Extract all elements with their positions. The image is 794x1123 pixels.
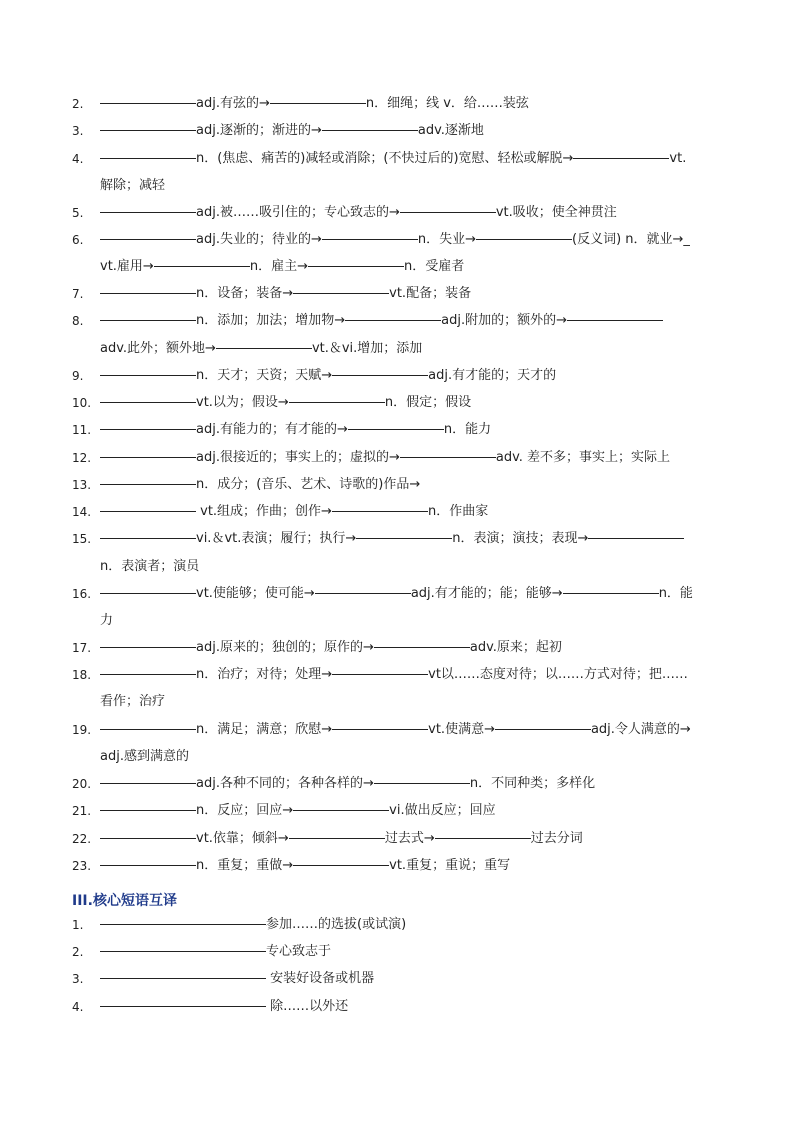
item-number: 6. <box>72 233 84 247</box>
answer-blank[interactable] <box>308 265 404 267</box>
item-number: 13. <box>72 478 92 492</box>
answer-blank[interactable] <box>100 950 266 952</box>
answer-blank[interactable] <box>216 347 312 349</box>
answer-blank[interactable] <box>100 809 196 811</box>
vocab-item <box>100 149 686 169</box>
answer-blank[interactable] <box>400 211 496 213</box>
phrase-text: 专心致志于 <box>266 944 332 959</box>
answer-blank[interactable] <box>100 374 196 376</box>
answer-blank[interactable] <box>332 728 428 730</box>
vocab-item <box>100 121 484 141</box>
answer-blank[interactable] <box>495 728 591 730</box>
answer-blank[interactable] <box>100 782 196 784</box>
item-text: n．添加；加法；增加物→ <box>196 313 346 328</box>
item-text: vt.以为；假设→ <box>196 395 289 410</box>
item-text: n．天才；天资；天赋→ <box>196 368 333 383</box>
vocab-item <box>100 801 496 821</box>
vocab-item <box>100 393 471 413</box>
item-text: adj.逐渐的；渐进的→ <box>196 123 322 138</box>
item-text: adj.有才能的；能；能够→ <box>410 586 563 601</box>
item-continuation: 看作；治疗 <box>100 694 166 709</box>
item-text: n．作曲家 <box>427 504 489 519</box>
answer-blank[interactable] <box>100 102 196 104</box>
item-text: n．不同种类；多样化 <box>469 776 596 791</box>
answer-blank[interactable] <box>315 592 411 594</box>
answer-blank[interactable] <box>322 129 418 131</box>
vocab-item <box>100 203 617 223</box>
answer-blank[interactable] <box>100 211 196 213</box>
item-number: 15. <box>72 532 92 546</box>
answer-blank[interactable] <box>100 292 196 294</box>
item-number: 9. <box>72 369 84 383</box>
item-text: vt. <box>669 151 687 166</box>
item-text: adj.很接近的；事实上的；虚拟的→ <box>196 450 400 465</box>
item-text: n．受雇者 <box>403 259 465 274</box>
vocab-item <box>100 856 510 876</box>
phrase-number: 4. <box>72 1000 84 1014</box>
item-number: 2. <box>72 97 84 111</box>
item-text: (反义词) n．就业→_ <box>572 232 690 247</box>
vocab-item <box>100 230 690 250</box>
item-number: 12. <box>72 451 92 465</box>
item-text: adj.各种不同的；各种各样的→ <box>196 776 374 791</box>
answer-blank[interactable] <box>100 923 266 925</box>
item-text: vt.使能够；使可能→ <box>196 586 315 601</box>
vocab-item <box>100 529 684 549</box>
item-text: vt.使满意→ <box>428 722 495 737</box>
item-continuation: adj.感到满意的 <box>100 749 189 764</box>
answer-blank[interactable] <box>289 401 385 403</box>
vocab-item <box>100 774 595 794</box>
answer-blank[interactable] <box>567 319 663 321</box>
vocab-item <box>100 829 583 849</box>
vocab-item <box>100 94 529 114</box>
item-text: vt.雇用→ <box>100 259 154 274</box>
vocab-item <box>100 638 562 658</box>
answer-blank[interactable] <box>293 864 389 866</box>
answer-blank[interactable] <box>332 673 428 675</box>
answer-blank[interactable] <box>100 1005 266 1007</box>
item-text: vt以……态度对待；以……方式对待；把…… <box>428 667 688 682</box>
item-text: adv. 差不多；事实上；实际上 <box>495 450 671 465</box>
item-text: adj.被……吸引住的；专心致志的→ <box>196 205 400 220</box>
answer-blank[interactable] <box>100 129 196 131</box>
item-continuation: 力 <box>100 613 114 628</box>
item-text: vi.做出反应；回应 <box>389 803 496 818</box>
item-text: n．能 <box>658 586 693 601</box>
answer-blank[interactable] <box>374 782 470 784</box>
item-number: 3. <box>72 124 84 138</box>
answer-blank[interactable] <box>322 238 418 240</box>
item-text: n．满足；满意；欣慰→ <box>196 722 333 737</box>
item-text: adv.此外；额外地→ <box>100 341 216 356</box>
item-number: 8. <box>72 314 84 328</box>
phrase-text: 安装好设备或机器 <box>266 971 375 986</box>
item-number: 7. <box>72 287 84 301</box>
item-text: adj.有能力的；有才能的→ <box>196 422 348 437</box>
item-text: vt.吸收；使全神贯注 <box>495 205 617 220</box>
item-text: n．能力 <box>443 422 492 437</box>
vocab-item <box>100 420 491 440</box>
phrase-item <box>100 969 374 989</box>
answer-blank[interactable] <box>100 319 196 321</box>
answer-blank[interactable] <box>100 537 196 539</box>
answer-blank[interactable] <box>270 102 366 104</box>
item-text: adj.有弦的→ <box>196 96 270 111</box>
phrase-number: 3. <box>72 972 84 986</box>
answer-blank[interactable] <box>293 292 389 294</box>
answer-blank[interactable] <box>289 837 385 839</box>
phrase-item <box>100 997 348 1017</box>
item-number: 4. <box>72 152 84 166</box>
item-text: n．雇主→ <box>249 259 308 274</box>
answer-blank[interactable] <box>374 646 470 648</box>
item-text: adj.令人满意的→ <box>590 722 691 737</box>
vocab-item <box>100 311 663 331</box>
answer-blank[interactable] <box>400 456 496 458</box>
item-text: adv.原来；起初 <box>469 640 562 655</box>
item-text: adv.逐渐地 <box>417 123 484 138</box>
answer-blank[interactable] <box>100 646 196 648</box>
item-text: adj.原来的；独创的；原作的→ <box>196 640 374 655</box>
vocab-item <box>100 448 670 468</box>
answer-blank[interactable] <box>332 374 428 376</box>
item-text: vt.组成；作曲；创作→ <box>196 504 332 519</box>
answer-blank[interactable] <box>100 592 196 594</box>
answer-blank[interactable] <box>100 977 266 979</box>
item-continuation <box>100 257 464 277</box>
answer-blank[interactable] <box>100 673 196 675</box>
item-text: vt.＆vi.增加；添加 <box>311 341 423 356</box>
vocab-item <box>100 665 688 685</box>
item-text: n．表演；演技；表现→ <box>452 531 589 546</box>
item-text: adj.附加的；额外的→ <box>441 313 567 328</box>
answer-blank[interactable] <box>293 809 389 811</box>
phrase-text: 参加……的选拔(或试演) <box>266 917 407 932</box>
item-text: n．反应；回应→ <box>196 803 294 818</box>
item-text: n．失业→ <box>417 232 476 247</box>
item-number: 21. <box>72 804 92 818</box>
section-heading: III.核心短语互译 <box>72 893 177 909</box>
item-number: 5. <box>72 206 84 220</box>
item-number: 10. <box>72 396 92 410</box>
answer-blank[interactable] <box>100 401 196 403</box>
item-continuation: n．表演者；演员 <box>100 559 200 574</box>
item-text: 过去式→ <box>384 831 435 846</box>
item-text: 过去分词 <box>530 831 583 846</box>
answer-blank[interactable] <box>100 428 196 430</box>
answer-blank[interactable] <box>100 510 196 512</box>
item-continuation: 解除；减轻 <box>100 178 166 193</box>
item-number: 17. <box>72 641 92 655</box>
answer-blank[interactable] <box>356 537 452 539</box>
item-number: 19. <box>72 723 92 737</box>
item-number: 22. <box>72 832 92 846</box>
answer-blank[interactable] <box>563 592 659 594</box>
item-number: 14. <box>72 505 92 519</box>
vocab-item <box>100 502 488 522</box>
item-continuation <box>100 339 422 359</box>
item-number: 20. <box>72 777 92 791</box>
answer-blank[interactable] <box>100 157 196 159</box>
item-number: 16. <box>72 587 92 601</box>
answer-blank[interactable] <box>100 728 196 730</box>
phrase-number: 1. <box>72 918 84 932</box>
answer-blank[interactable] <box>573 157 669 159</box>
item-text: n．成分；(音乐、艺术、诗歌的)作品→ <box>196 477 421 492</box>
vocab-item <box>100 366 556 386</box>
phrase-number: 2. <box>72 945 84 959</box>
item-text: vi.＆vt.表演；履行；执行→ <box>196 531 357 546</box>
item-number: 18. <box>72 668 92 682</box>
item-number: 11. <box>72 423 92 437</box>
answer-blank[interactable] <box>154 265 250 267</box>
item-text: n．设备；装备→ <box>196 286 294 301</box>
item-text: vt.配备；装备 <box>389 286 472 301</box>
answer-blank[interactable] <box>100 238 196 240</box>
phrase-item <box>100 915 406 935</box>
answer-blank[interactable] <box>348 428 444 430</box>
phrase-text: 除……以外还 <box>266 999 349 1014</box>
vocab-item <box>100 284 471 304</box>
item-text: n．细绳；线 v．给……装弦 <box>365 96 529 111</box>
item-text: adj.有才能的；天才的 <box>428 368 557 383</box>
item-text: n．重复；重做→ <box>196 858 294 873</box>
item-text: vt.重复；重说；重写 <box>389 858 511 873</box>
answer-blank[interactable] <box>588 537 684 539</box>
item-text: adj.失业的；待业的→ <box>196 232 322 247</box>
answer-blank[interactable] <box>435 837 531 839</box>
answer-blank[interactable] <box>476 238 572 240</box>
item-text: n．假定；假设 <box>384 395 472 410</box>
vocab-item <box>100 720 691 740</box>
phrase-item <box>100 942 331 962</box>
item-text: vt.依靠；倾斜→ <box>196 831 289 846</box>
answer-blank[interactable] <box>100 837 196 839</box>
item-number: 23. <box>72 859 92 873</box>
answer-blank[interactable] <box>345 319 441 321</box>
answer-blank[interactable] <box>100 483 196 485</box>
vocab-item <box>100 475 420 495</box>
answer-blank[interactable] <box>100 456 196 458</box>
item-text: n．(焦虑、痛苦的)减轻或消除；(不快过后的)宽慰、轻松或解脱→ <box>196 151 574 166</box>
answer-blank[interactable] <box>100 864 196 866</box>
answer-blank[interactable] <box>332 510 428 512</box>
item-text: n．治疗；对待；处理→ <box>196 667 333 682</box>
vocab-item <box>100 584 693 604</box>
